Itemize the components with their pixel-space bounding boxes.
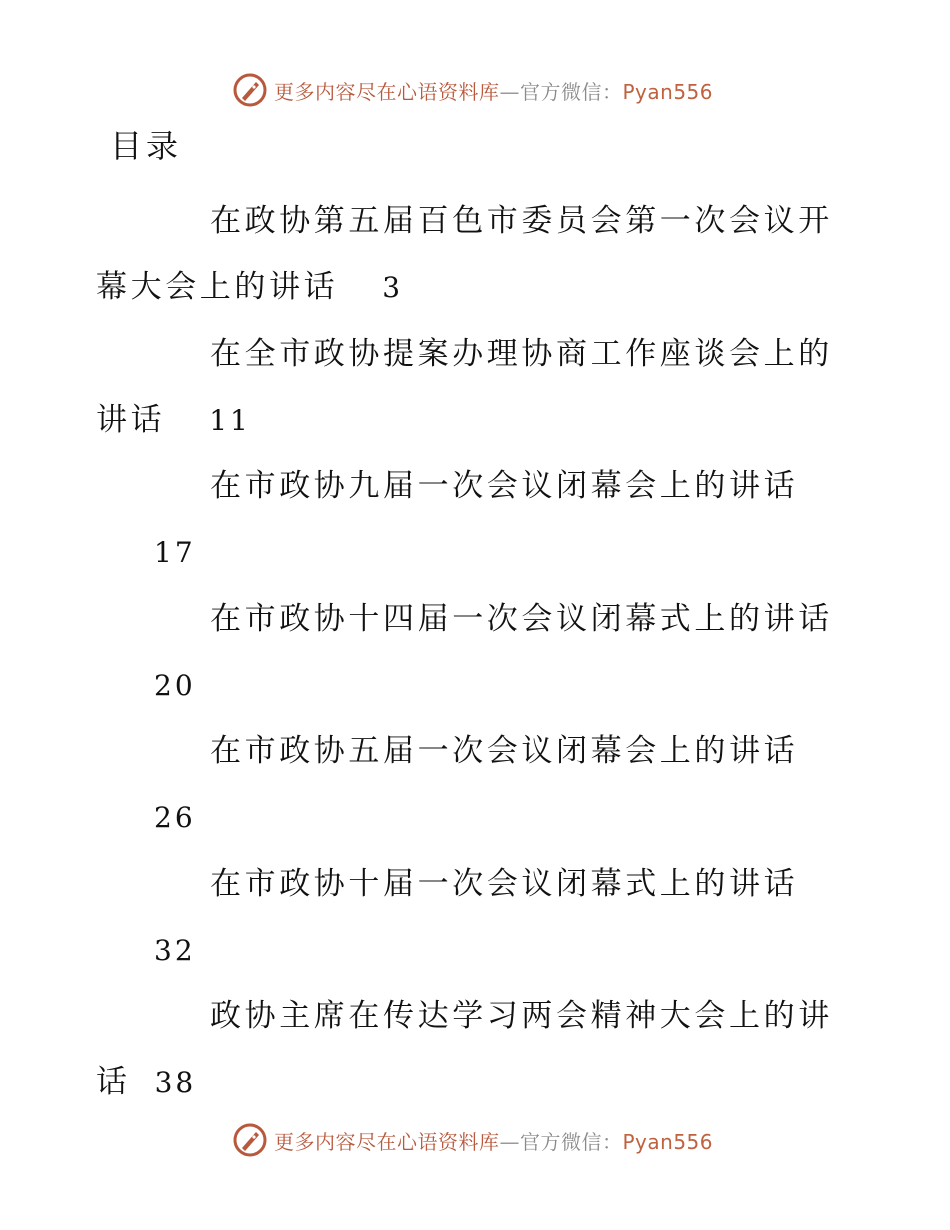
toc-entry-page-number: 3: [382, 271, 404, 304]
toc-entry-title: 在市政协十四届一次会议闭幕式上的讲话: [210, 601, 833, 637]
wechat-id: Pyan556: [622, 1129, 714, 1154]
toc-entry-page-number: 20: [154, 669, 196, 702]
toc-entry-title-continued: 讲话: [96, 402, 166, 438]
toc-entry-title: 在全市政协提案办理协商工作座谈会上的: [210, 336, 833, 372]
wechat-id: Pyan556: [622, 79, 714, 104]
toc-entry-title: 在市政协十届一次会议闭幕式上的讲话: [210, 866, 799, 902]
toc-entry-title-continued: 幕大会上的讲话: [96, 269, 339, 305]
toc-entry-title: 在市政协五届一次会议闭幕会上的讲话: [210, 733, 799, 769]
toc-entry[interactable]: [96, 718, 836, 851]
header-watermark-banner: [232, 70, 712, 110]
toc-entry-page-number: 17: [154, 536, 196, 569]
toc-entry[interactable]: [96, 983, 836, 1116]
banner-separator: —: [499, 79, 520, 104]
toc-entry[interactable]: [96, 188, 836, 321]
toc-title: 目录: [110, 127, 183, 165]
toc-entry-page-number: 11: [209, 404, 251, 437]
banner-separator: —: [499, 1129, 520, 1154]
toc-entry-page-number: 32: [154, 934, 196, 967]
pen-nib-logo-icon: [232, 72, 268, 108]
toc-entry-title: 在市政协九届一次会议闭幕会上的讲话: [210, 468, 799, 504]
toc-entry-title: 在政协第五届百色市委员会第一次会议开: [210, 203, 833, 239]
banner-text: 更多内容尽在心语资料库: [274, 79, 500, 104]
pen-nib-logo-icon: [232, 1122, 268, 1158]
banner-text: 更多内容尽在心语资料库: [274, 1129, 500, 1154]
toc-entry[interactable]: [96, 321, 836, 454]
toc-entry[interactable]: [96, 586, 836, 719]
wechat-label: 官方微信：: [520, 1129, 623, 1154]
toc-entry-page-number: 38: [154, 1066, 197, 1099]
footer-watermark-banner: [232, 1120, 712, 1160]
toc-entry-title-continued: 话: [96, 1064, 131, 1100]
wechat-label: 官方微信：: [520, 79, 623, 104]
toc-entry[interactable]: [96, 851, 836, 984]
toc-entry[interactable]: [96, 453, 836, 586]
toc-entry-page-number: 26: [154, 801, 196, 834]
toc-entry-title: 政协主席在传达学习两会精神大会上的讲: [210, 998, 833, 1034]
